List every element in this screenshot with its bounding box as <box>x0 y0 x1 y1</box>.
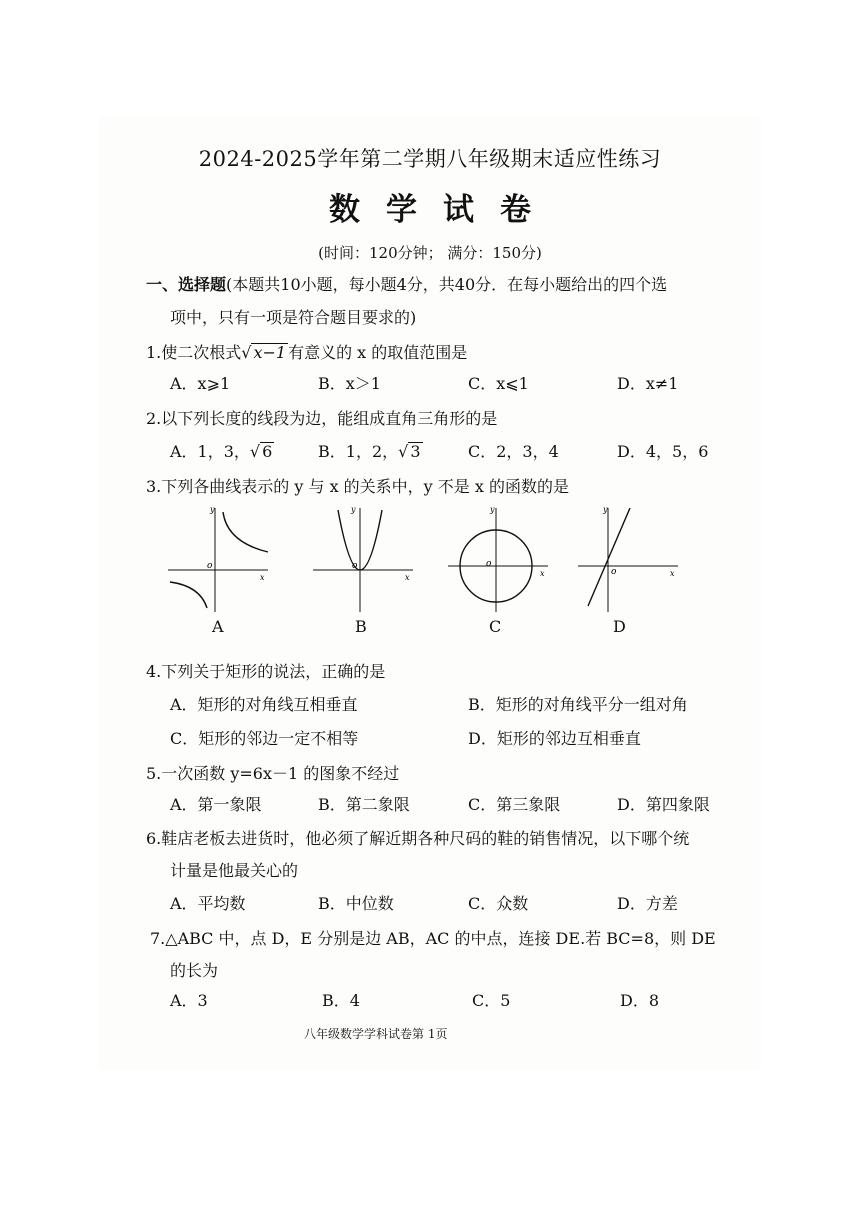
question-1-stem <box>146 340 467 363</box>
q7-option-b: B．4 <box>322 991 360 1010</box>
q4-option-a: A．矩形的对角线互相垂直 <box>170 695 358 714</box>
graph-label-a: A <box>212 617 224 636</box>
sqrt-symbol: √ <box>249 442 261 461</box>
q4-option-c: C．矩形的邻边一定不相等 <box>170 729 359 748</box>
section-desc-1: (本题共10小题，每小题4分，共40分．在每小题给出的四个选 <box>226 275 668 294</box>
q5-option-c: C．第三象限 <box>468 795 561 814</box>
curve-upper <box>223 512 268 552</box>
question-3-stem: 3.下列各曲线表示的 y 与 x 的关系中，y 不是 x 的函数的是 <box>146 477 569 496</box>
line-curve <box>588 508 630 606</box>
q5-option-a: A．第一象限 <box>170 795 262 814</box>
q2-option-d: D．4，5，6 <box>617 442 709 461</box>
question-4-stem: 4.下列关于矩形的说法，正确的是 <box>146 662 386 681</box>
question-5-stem: 5.一次函数 y=6x－1 的图象不经过 <box>146 764 400 783</box>
q2-option-c: C．2，3，4 <box>468 442 559 461</box>
q1-option-a: A．x⩾1 <box>170 374 231 393</box>
sqrt-symbol: √ <box>398 442 409 461</box>
origin-label: o <box>486 559 492 569</box>
exam-info: (时间：120分钟； 满分：150分) <box>318 244 542 262</box>
q2-b-radicand: 3 <box>410 442 421 461</box>
q6-option-c: C．众数 <box>468 894 529 913</box>
q6-option-b: B．中位数 <box>318 894 394 913</box>
q4-option-d: D．矩形的邻边互相垂直 <box>468 729 641 748</box>
q4-option-b: B．矩形的对角线平分一组对角 <box>468 695 688 714</box>
graph-d-line <box>570 500 690 615</box>
x-axis-label: x <box>260 573 265 582</box>
q5-option-d: D．第四象限 <box>617 795 710 814</box>
q1-option-b: B．x＞1 <box>318 374 381 393</box>
q7-option-c: C．5 <box>472 991 511 1010</box>
question-2-stem: 2.以下列长度的线段为边，能组成直角三角形的是 <box>146 409 498 428</box>
origin-label: o <box>352 561 358 571</box>
q6-option-d: D．方差 <box>617 894 678 913</box>
q1-post: 有意义的 x 的取值范围是 <box>288 343 468 362</box>
q6-option-a: A．平均数 <box>170 894 246 913</box>
graph-b-parabola <box>305 500 425 615</box>
q1-option-d: D．x≠1 <box>617 374 679 393</box>
origin-label: o <box>207 561 213 571</box>
y-axis-label: y <box>210 505 215 514</box>
section-title: 一、选择题 <box>146 275 227 294</box>
y-axis-label: y <box>603 505 608 514</box>
q2-option-a <box>170 439 274 462</box>
q5-option-b: B．第二象限 <box>318 795 410 814</box>
graph-a-hyperbola <box>160 500 280 615</box>
q2-a-radicand: 6 <box>262 442 273 461</box>
section-heading-line1 <box>146 272 667 295</box>
question-6-stem-2: 计量是他最关心的 <box>170 861 299 880</box>
x-axis-label: x <box>670 569 675 578</box>
y-axis-label: y <box>490 505 495 514</box>
x-axis-label: x <box>405 573 410 582</box>
graph-c-circle <box>442 500 562 615</box>
sqrt-symbol: √ <box>241 343 252 362</box>
origin-label: o <box>611 567 617 577</box>
q2-option-b <box>318 439 423 462</box>
exam-title-line1: 2024-2025学年第二学期八年级期末适应性练习 <box>198 147 662 171</box>
x-axis-label: x <box>540 569 545 578</box>
page-footer: 八年级数学学科试卷第 1页 <box>304 1027 448 1041</box>
graph-label-d: D <box>613 617 626 636</box>
exam-title-line2: 数学试卷 <box>329 192 557 228</box>
graph-label-b: B <box>355 617 367 636</box>
graph-label-c: C <box>489 617 502 636</box>
q1-radicand: x−1 <box>253 343 287 362</box>
y-axis-label: y <box>351 505 356 514</box>
question-7-stem-1: 7.△ABC 中，点 D，E 分别是边 AB，AC 的中点，连接 DE.若 BC=8，则 DE <box>150 929 716 948</box>
q7-option-d: D．8 <box>620 991 660 1010</box>
curve-lower <box>170 582 207 608</box>
section-desc-2: 项中，只有一项是符合题目要求的) <box>170 308 417 327</box>
q2-a-text: A．1，3， <box>170 442 250 461</box>
q7-option-a: A．3 <box>170 991 208 1010</box>
q2-b-text: B．1，2， <box>318 442 399 461</box>
question-6-stem-1: 6.鞋店老板去进货时，他必须了解近期各种尺码的鞋的销售情况，以下哪个统 <box>146 829 690 848</box>
q1-pre: 1.使二次根式 <box>146 343 242 362</box>
q1-option-c: C．x⩽1 <box>468 374 529 393</box>
question-7-stem-2: 的长为 <box>170 961 219 980</box>
